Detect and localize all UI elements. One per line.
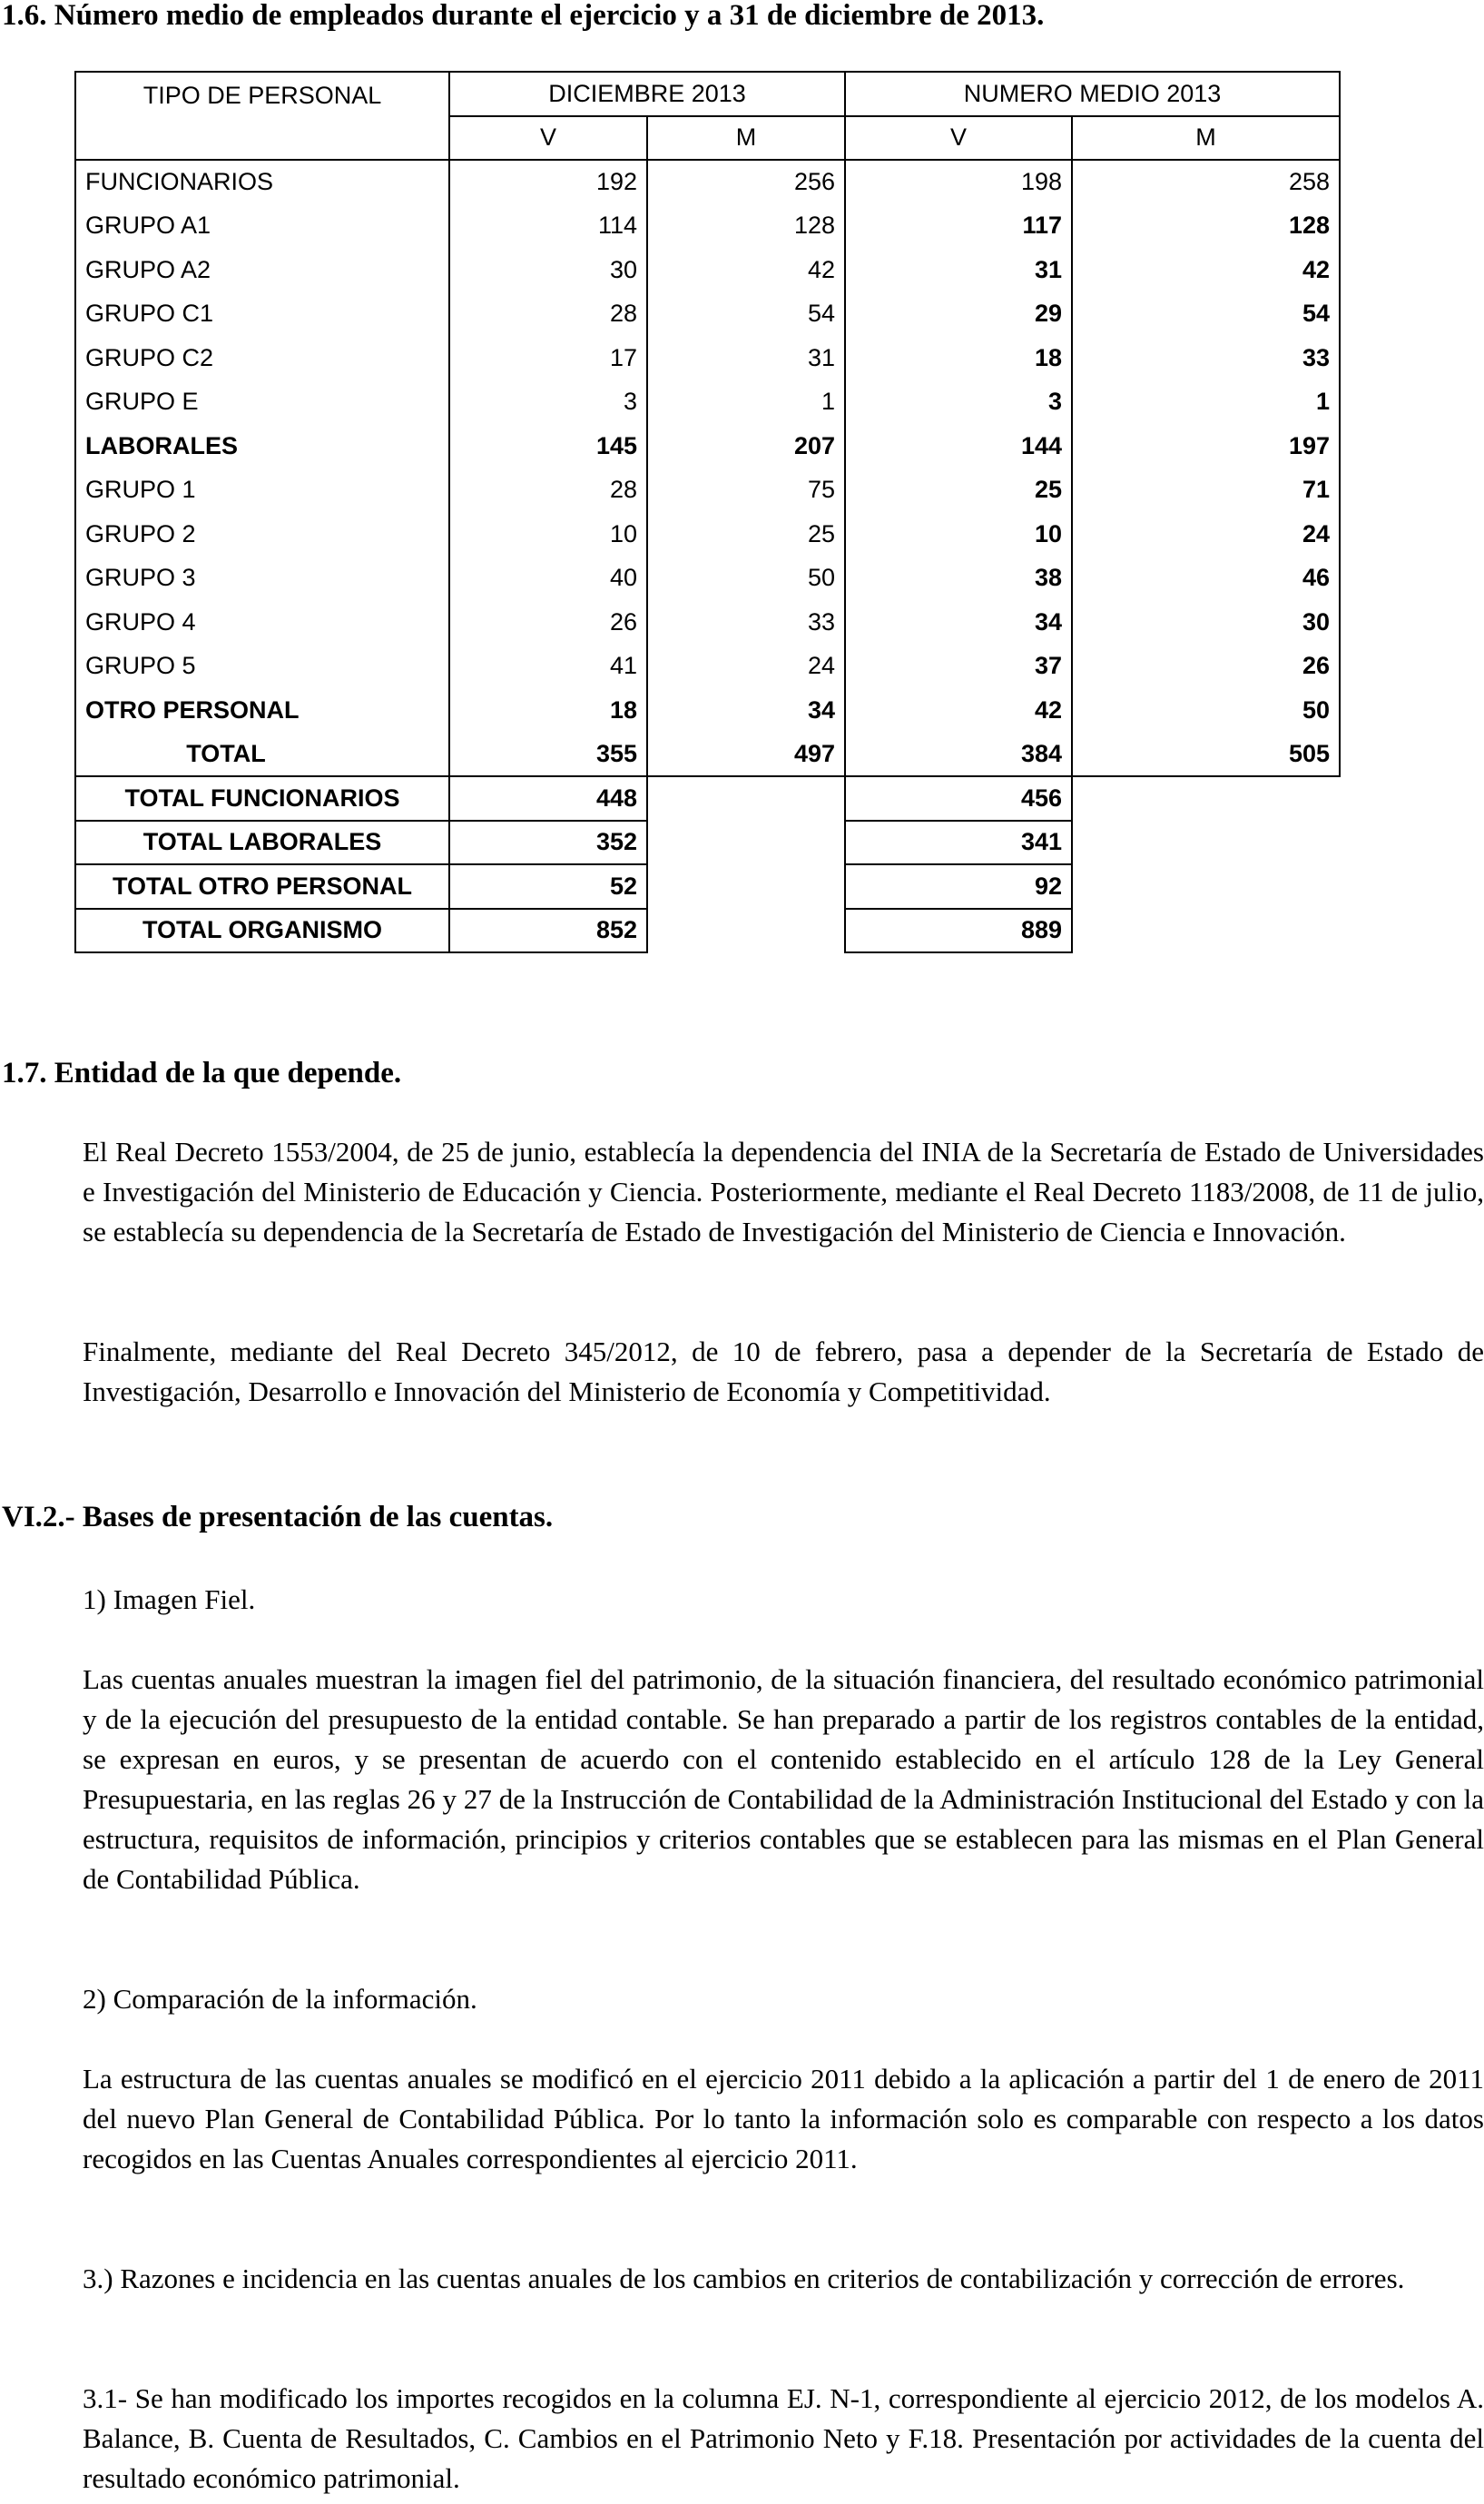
cell-medio-v: 198 [845, 160, 1072, 204]
cell-medio-v: 37 [845, 645, 1072, 689]
cell-medio-m: 128 [1072, 204, 1340, 249]
paragraph: 3.1- Se han modificado los importes recogidos en la columna EJ. N-1, correspondiente al ejercicio 2012, de los modelos A. Balance, B. Cuenta de Resultados, C. Cambios en el Patrimonio Neto y F.18. Presentación por actividades de la cuenta del resultado económico patrimonial. [83, 2382, 1484, 2494]
row-label: GRUPO 2 [75, 512, 449, 557]
cell-medio-v: 144 [845, 424, 1072, 468]
cell-medio-m: 71 [1072, 468, 1340, 513]
row-label: GRUPO 3 [75, 557, 449, 601]
staff-table [74, 71, 1341, 953]
cell-medio-v: 18 [845, 336, 1072, 380]
cell-medio-m: 50 [1072, 688, 1340, 733]
cell-dic-m: 128 [647, 204, 845, 249]
subsection-title: 1) Imagen Fiel. [83, 1583, 256, 1615]
table-row [75, 512, 1340, 557]
summary-label: TOTAL ORGANISMO [75, 909, 449, 953]
cell-medio-m: 24 [1072, 512, 1340, 557]
cell-medio-v: 384 [845, 733, 1072, 777]
table-row [75, 688, 1340, 733]
paragraph: El Real Decreto 1553/2004, de 25 de junio, establecía la dependencia del INIA de la Secretaría de Estado de Universidades e Investigación del Ministerio de Educación y Ciencia. Posteriormente, mediante el Real Decreto 1183/2008, de 11 de julio, se establecía su dependencia de la Secretaría de Estado de Investigación del Ministerio de Ciencia e Innovación. [83, 1136, 1484, 1247]
cell-medio-v: 3 [845, 380, 1072, 425]
cell-dic-v: 355 [449, 733, 647, 777]
row-label: LABORALES [75, 424, 449, 468]
cell-dic-m: 75 [647, 468, 845, 513]
cell-medio-m: 30 [1072, 600, 1340, 645]
row-label: GRUPO 4 [75, 600, 449, 645]
section-heading-1-6: 1.6. Número medio de empleados durante el ejercicio y a 31 de diciembre de 2013. [2, 0, 1045, 32]
summary-medio: 889 [845, 909, 1072, 953]
cell-dic-v: 40 [449, 557, 647, 601]
cell-medio-m: 1 [1072, 380, 1340, 425]
paragraph: La estructura de las cuentas anuales se modificó en el ejercicio 2011 debido a la aplicación a partir del 1 de enero de 2011 del nuevo Plan General de Contabilidad Pública. Por lo tanto la información solo es comparable con respecto a los datos recogidos en las Cuentas Anuales correspondientes al ejercicio 2011. [83, 2063, 1484, 2174]
row-label: GRUPO E [75, 380, 449, 425]
section-heading-1-7: 1.7. Entidad de la que depende. [2, 1057, 402, 1089]
cell-dic-m: 256 [647, 160, 845, 204]
table-row [75, 600, 1340, 645]
cell-dic-v: 18 [449, 688, 647, 733]
table-row [75, 204, 1340, 249]
table-row [75, 645, 1340, 689]
row-label: GRUPO 1 [75, 468, 449, 513]
table-row [75, 160, 1340, 204]
subheader-v-medio: V [845, 116, 1072, 161]
row-label: TOTAL [75, 733, 449, 777]
section-heading-vi-2: VI.2.- Bases de presentación de las cuentas. [2, 1501, 554, 1533]
cell-dic-m: 497 [647, 733, 845, 777]
cell-dic-v: 3 [449, 380, 647, 425]
subsection-title: 2) Comparación de la información. [83, 1983, 477, 2015]
summary-medio: 456 [845, 776, 1072, 821]
row-label: FUNCIONARIOS [75, 160, 449, 204]
summary-dic: 448 [449, 776, 647, 821]
paragraph: 3.) Razones e incidencia en las cuentas anuales de los cambios en criterios de contabilización y corrección de errores. [83, 2262, 1405, 2294]
table-row-summary [75, 909, 1340, 953]
cell-medio-v: 31 [845, 248, 1072, 292]
cell-dic-m: 31 [647, 336, 845, 380]
col-header-numero-medio: NUMERO MEDIO 2013 [845, 72, 1340, 116]
cell-dic-v: 192 [449, 160, 647, 204]
table-row [75, 380, 1340, 425]
cell-dic-m: 34 [647, 688, 845, 733]
summary-dic: 852 [449, 909, 647, 953]
cell-dic-v: 10 [449, 512, 647, 557]
cell-dic-m: 1 [647, 380, 845, 425]
cell-dic-m: 54 [647, 292, 845, 337]
row-label: GRUPO C2 [75, 336, 449, 380]
cell-dic-v: 41 [449, 645, 647, 689]
cell-medio-m: 258 [1072, 160, 1340, 204]
cell-medio-v: 38 [845, 557, 1072, 601]
table-row [75, 336, 1340, 380]
table-row [75, 468, 1340, 513]
cell-dic-v: 30 [449, 248, 647, 292]
cell-dic-m: 24 [647, 645, 845, 689]
col-header-diciembre: DICIEMBRE 2013 [449, 72, 845, 116]
table-row-summary [75, 821, 1340, 865]
cell-dic-m: 33 [647, 600, 845, 645]
summary-medio: 341 [845, 821, 1072, 865]
cell-medio-m: 42 [1072, 248, 1340, 292]
table-row-total [75, 733, 1340, 777]
row-label: OTRO PERSONAL [75, 688, 449, 733]
table-row [75, 424, 1340, 468]
cell-dic-m: 50 [647, 557, 845, 601]
cell-medio-v: 29 [845, 292, 1072, 337]
summary-label: TOTAL LABORALES [75, 821, 449, 865]
summary-medio: 92 [845, 864, 1072, 909]
cell-medio-v: 42 [845, 688, 1072, 733]
subheader-m-dic: M [647, 116, 845, 161]
cell-medio-m: 197 [1072, 424, 1340, 468]
table-row [75, 248, 1340, 292]
cell-dic-m: 42 [647, 248, 845, 292]
row-label: GRUPO A1 [75, 204, 449, 249]
cell-medio-m: 505 [1072, 733, 1340, 777]
table-header-row [75, 72, 1340, 116]
cell-medio-v: 25 [845, 468, 1072, 513]
cell-dic-v: 17 [449, 336, 647, 380]
table-row-summary [75, 776, 1340, 821]
summary-dic: 52 [449, 864, 647, 909]
cell-medio-v: 34 [845, 600, 1072, 645]
cell-medio-m: 46 [1072, 557, 1340, 601]
cell-medio-v: 10 [845, 512, 1072, 557]
paragraph: Finalmente, mediante del Real Decreto 345/2012, de 10 de febrero, pasa a depender de la Secretaría de Estado de Investigación, Desarrollo e Innovación del Ministerio de Economía y Competitividad. [83, 1336, 1484, 1407]
table-row-summary [75, 864, 1340, 909]
row-label: GRUPO C1 [75, 292, 449, 337]
cell-medio-m: 33 [1072, 336, 1340, 380]
col-header-tipo: TIPO DE PERSONAL [75, 72, 449, 160]
cell-dic-v: 114 [449, 204, 647, 249]
subheader-v-dic: V [449, 116, 647, 161]
table-row [75, 557, 1340, 601]
cell-medio-v: 117 [845, 204, 1072, 249]
cell-medio-m: 54 [1072, 292, 1340, 337]
cell-dic-m: 207 [647, 424, 845, 468]
cell-medio-m: 26 [1072, 645, 1340, 689]
table-row [75, 292, 1340, 337]
row-label: GRUPO 5 [75, 645, 449, 689]
cell-dic-m: 25 [647, 512, 845, 557]
cell-dic-v: 145 [449, 424, 647, 468]
cell-dic-v: 28 [449, 292, 647, 337]
row-label: GRUPO A2 [75, 248, 449, 292]
cell-dic-v: 26 [449, 600, 647, 645]
subheader-m-medio: M [1072, 116, 1340, 161]
summary-label: TOTAL FUNCIONARIOS [75, 776, 449, 821]
summary-dic: 352 [449, 821, 647, 865]
cell-dic-v: 28 [449, 468, 647, 513]
paragraph: Las cuentas anuales muestran la imagen fiel del patrimonio, de la situación financiera, del resultado económico patrimonial y de la ejecución del presupuesto de la entidad contable. Se han preparado a partir de los registros contables de la entidad, se expresan en euros, y se presentan de acuerdo con el contenido establecido en el artículo 128 de la Ley General Presupuestaria, en las reglas 26 y 27 de la Instrucción de Contabilidad de la Administración Institucional del Estado y con la estructura, requisitos de información, principios y criterios contables que se establecen para las mismas en el Plan General de Contabilidad Pública. [83, 1663, 1484, 1895]
summary-label: TOTAL OTRO PERSONAL [75, 864, 449, 909]
